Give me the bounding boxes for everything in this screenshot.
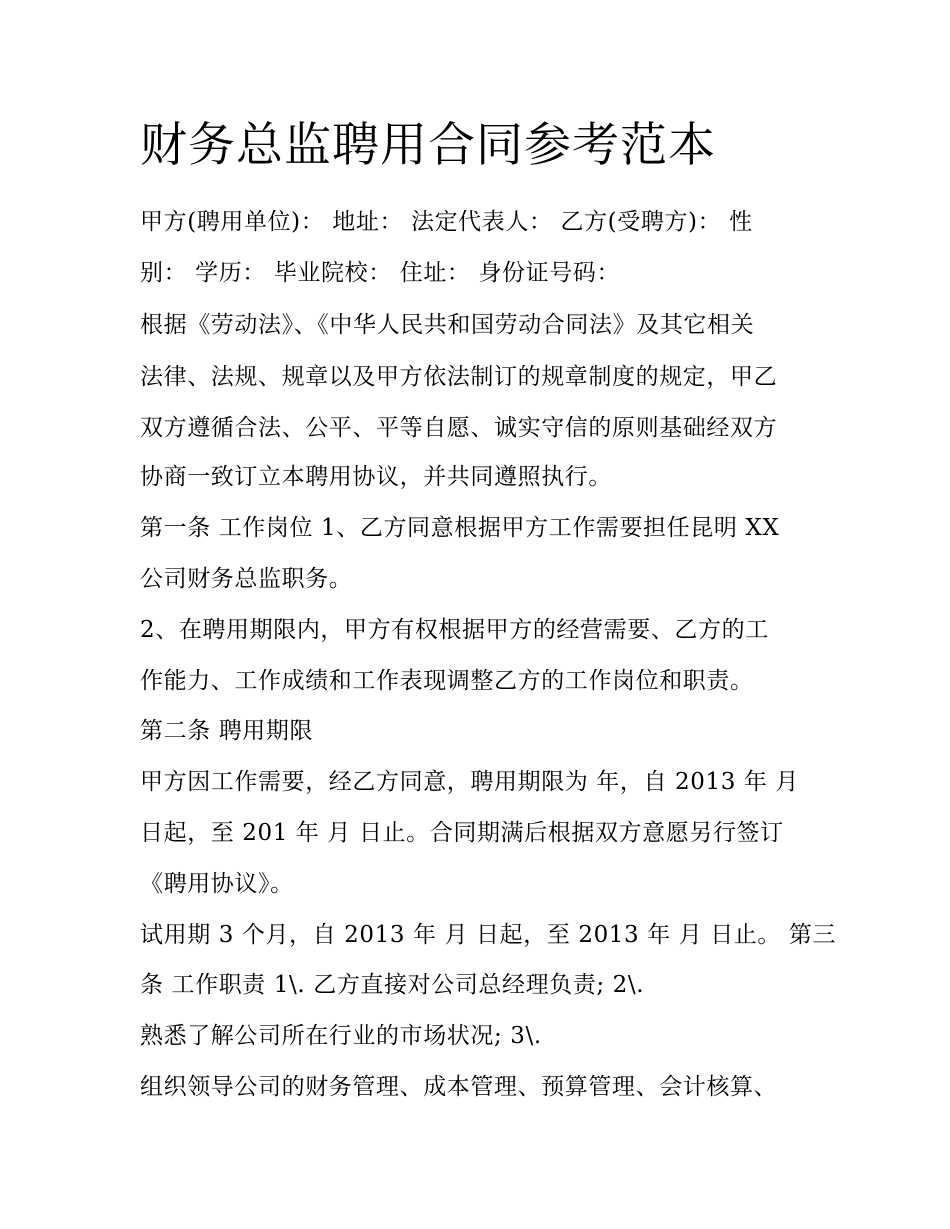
article-2-line-2: 日起，至 201 年 月 日止。合同期满后根据双方意愿另行签订 bbox=[140, 820, 784, 846]
article-1-line-1: 第一条 工作岗位 1、乙方同意根据甲方工作需要担任昆明 XX bbox=[140, 515, 780, 541]
preamble-line-3: 双方遵循合法、公平、平等自愿、诚实守信的原则基础经双方 bbox=[140, 415, 778, 441]
article-1-clause-2-line-2: 作能力、工作成绩和工作表现调整乙方的工作岗位和职责。 bbox=[140, 668, 754, 694]
party-info-line-1: 甲方(聘用单位)： 地址： 法定代表人： 乙方(受聘方)： 性 bbox=[140, 209, 753, 235]
preamble-line-2: 法律、法规、规章以及甲方依法制订的规章制度的规定，甲乙 bbox=[140, 364, 778, 390]
article-3-line-2: 熟悉了解公司所在行业的市场状况; 3\. bbox=[140, 1023, 542, 1049]
article-2-line-1: 甲方因工作需要，经乙方同意，聘用期限为 年，自 2013 年 月 bbox=[140, 769, 799, 795]
document-title: 财务总监聘用合同参考范本 bbox=[140, 118, 716, 173]
article-1-line-2: 公司财务总监职务。 bbox=[140, 566, 353, 592]
article-3-line-1: 条 工作职责 1\. 乙方直接对公司总经理负责; 2\. bbox=[140, 972, 645, 998]
party-info-line-2: 别： 学历： 毕业院校： 住址： 身份证号码： bbox=[140, 260, 621, 286]
preamble-line-4: 协商一致订立本聘用协议，并共同遵照执行。 bbox=[140, 464, 612, 490]
probation-line-1: 试用期 3 个月，自 2013 年 月 日起，至 2013 年 月 日止。 第三 bbox=[140, 922, 837, 948]
article-1-clause-2-line-1: 2、在聘用期限内，甲方有权根据甲方的经营需要、乙方的工 bbox=[140, 617, 769, 643]
preamble-line-1: 根据《劳动法》、《中华人民共和国劳动合同法》及其它相关 bbox=[140, 312, 755, 338]
article-2-heading: 第二条 聘用期限 bbox=[140, 718, 314, 744]
article-2-line-3: 《聘用协议》。 bbox=[140, 871, 294, 897]
article-3-line-3: 组织领导公司的财务管理、成本管理、预算管理、会计核算、 bbox=[140, 1074, 778, 1100]
